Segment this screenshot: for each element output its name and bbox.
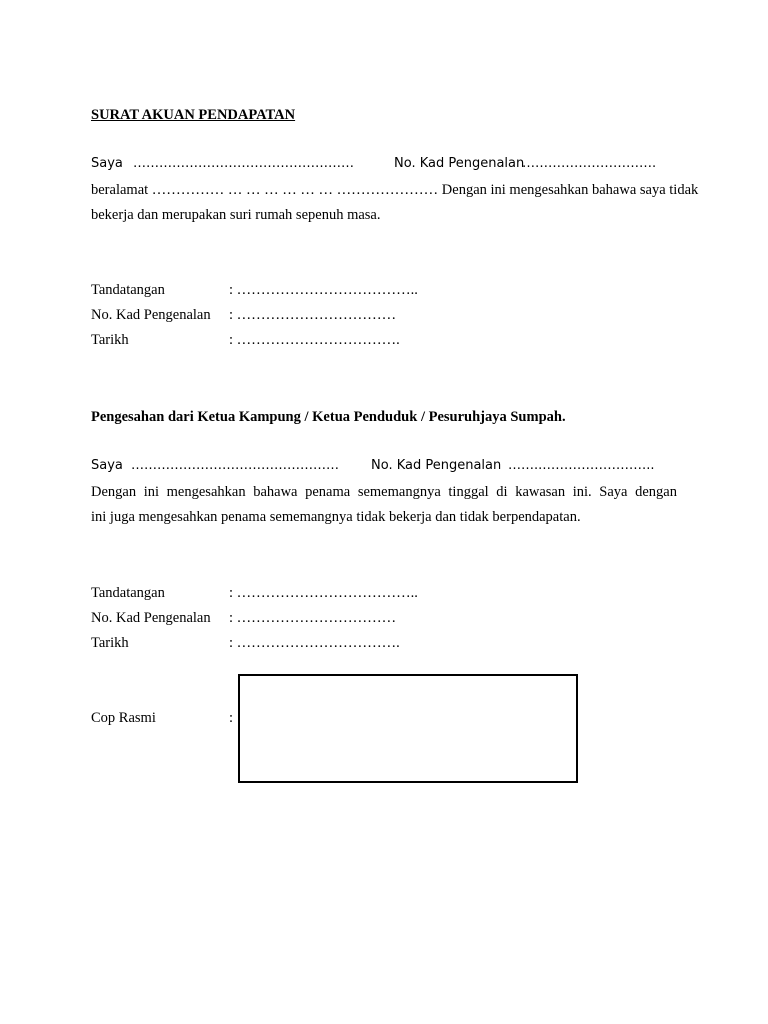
official-stamp-box — [238, 674, 578, 783]
endorsement-line-2: ini juga mengesahkan penama sememangnya tidak bekerja dan tidak berpendapatan. — [91, 509, 581, 525]
address-line: beralamat …………… … … … … … … ………………… Dengan ini mengesahkan bahawa saya tidak — [91, 182, 699, 198]
sign1-value-1: : …………………………… — [229, 307, 397, 323]
sign2-value-0: : ……………………………….. — [229, 585, 418, 601]
ic-label-2: No. Kad Pengenalan — [371, 458, 502, 473]
sign1-label-0: Tandatangan — [91, 282, 165, 298]
sign2-label-0: Tandatangan — [91, 585, 165, 601]
saya-label: Saya — [91, 156, 123, 171]
stamp-colon: : — [229, 710, 234, 726]
sign2-label-1: No. Kad Pengenalan — [91, 610, 211, 626]
declaration-line: bekerja dan merupakan suri rumah sepenuh masa. — [91, 207, 381, 223]
sign1-value-0: : ……………………………….. — [229, 282, 418, 298]
sign1-label-2: Tarikh — [91, 332, 129, 348]
saya-dots-2: ………………………………………… — [131, 458, 339, 473]
sign2-value-2: : ……………………………. — [229, 635, 400, 651]
document-title: SURAT AKUAN PENDAPATAN — [91, 107, 296, 123]
ic-dots-2: ……..…………………….. — [508, 458, 655, 473]
stamp-label: Cop Rasmi — [91, 710, 156, 726]
sign1-label-1: No. Kad Pengenalan — [91, 307, 211, 323]
saya-label-2: Saya — [91, 458, 123, 473]
endorsement-heading: Pengesahan dari Ketua Kampung / Ketua Penduduk / Pesuruhjaya Sumpah. — [91, 409, 566, 425]
sign2-label-2: Tarikh — [91, 635, 129, 651]
endorsement-line-1: Dengan ini mengesahkan bahawa penama sememangnya tinggal di kawasan ini. Saya dengan — [91, 484, 677, 500]
sign1-value-2: : ……………………………. — [229, 332, 400, 348]
sign2-value-1: : …………………………… — [229, 610, 397, 626]
ic-dots: …………………………. — [522, 156, 657, 171]
ic-label: No. Kad Pengenalan — [394, 156, 525, 171]
saya-dots: …………………………………………… — [133, 156, 354, 171]
